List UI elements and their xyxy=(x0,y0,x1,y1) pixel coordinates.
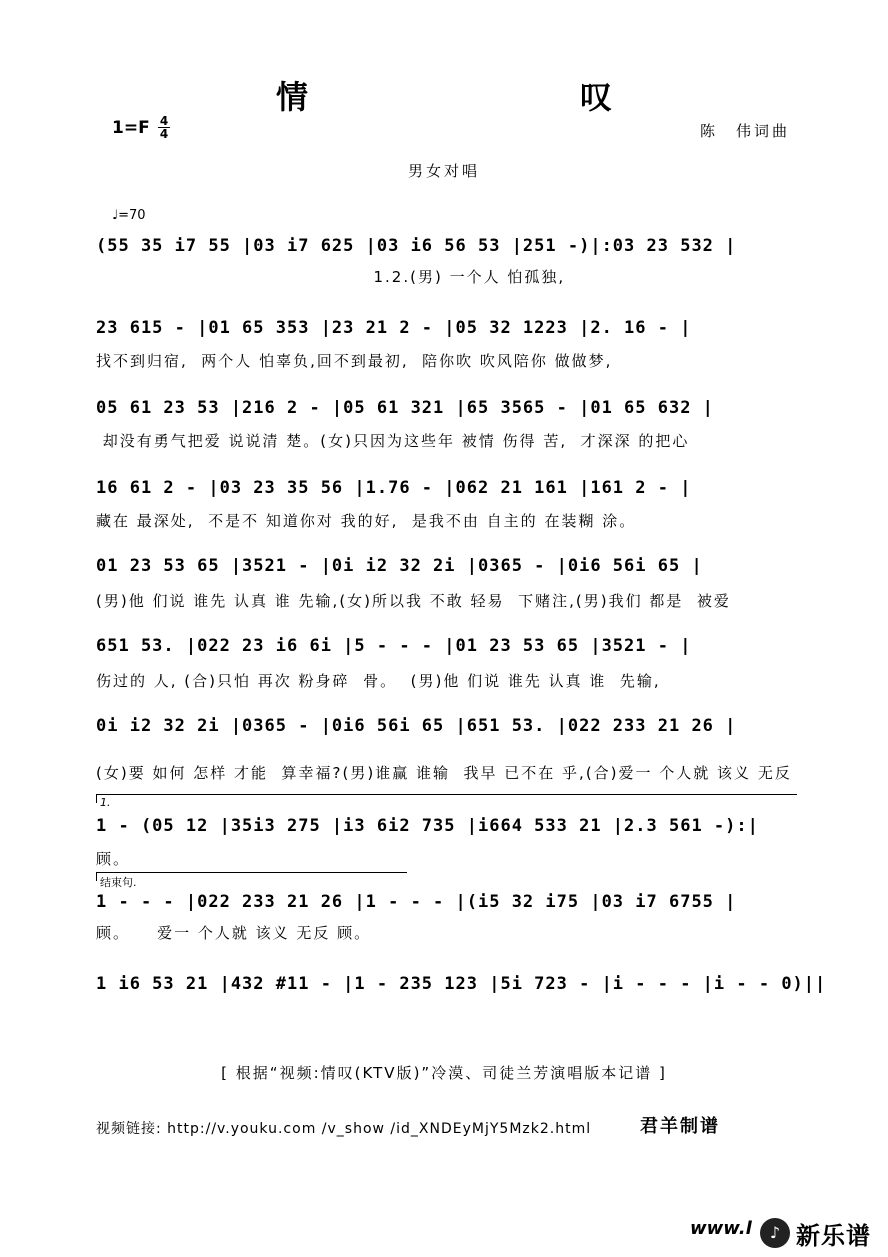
notation-line-1: (55 35 i7 55 |03 i7 625 |03 i6 56 53 |251 -)|:03 23 532 | xyxy=(96,236,737,256)
lyrics-line-7: (女)要 如何 怎样 才能 算幸福?(男)谁赢 谁输 我早 已不在 乎,(合)爱一 个人就 该义 无反 xyxy=(96,764,792,782)
video-link-label: 视频链接: xyxy=(96,1121,162,1137)
key-signature: 1=F xyxy=(112,118,150,138)
music-note-icon: ♪ xyxy=(760,1218,790,1248)
time-signature xyxy=(158,115,170,140)
notation-line-2: 23 615 - |01 65 353 |23 21 2 - |05 32 1223 |2. 16 - | xyxy=(96,318,692,338)
volta-bracket-1 xyxy=(96,794,797,803)
source-note: [ 根据“视频:情叹(KTV版)”冷漠、司徒兰芳演唱版本记谱 ] xyxy=(221,1064,667,1082)
notation-line-6: 651 53. |022 23 i6 6i |5 - - - |01 23 53 65 |3521 - | xyxy=(96,636,692,656)
song-title: 情 叹 xyxy=(275,78,732,116)
video-link xyxy=(96,1118,591,1138)
song-subtitle: 男女对唱 xyxy=(407,162,480,180)
notation-line-7: 0i i2 32 2i |0365 - |0i6 56i 65 |651 53. |022 233 21 26 | xyxy=(96,716,737,736)
notation-line-4: 16 61 2 - |03 23 35 56 |1.76 - |062 21 161 |161 2 - | xyxy=(96,478,692,498)
notation-line-8: 1 - (05 12 |35i3 275 |i3 6i2 735 |i664 533 21 |2.3 561 -):| xyxy=(96,816,759,836)
volta-label-1: 1. xyxy=(100,796,111,809)
lyrics-line-4: 藏在 最深处, 不是不 知道你对 我的好, 是我不由 自主的 在装糊 涂。 xyxy=(96,512,637,530)
notation-line-3: 05 61 23 53 |216 2 - |05 61 321 |65 3565 - |01 65 632 | xyxy=(96,398,714,418)
composer-credit: 陈 伟词曲 xyxy=(700,122,791,140)
lyrics-line-1: 1.2.(男) 一个人 怕孤独, xyxy=(96,268,566,286)
volta-label-final: 结束句. xyxy=(100,876,137,889)
notation-line-5: 01 23 53 65 |3521 - |0i i2 32 2i |0365 - |0i6 56i 65 | xyxy=(96,556,703,576)
transcriber-signature: 君羊制谱 xyxy=(640,1116,720,1137)
lyrics-line-6: 伤过的 人, (合)只怕 再次 粉身碎 骨。 (男)他 们说 谁先 认真 谁 先输, xyxy=(96,672,661,690)
lyrics-line-9: 顾。 爱一 个人就 该义 无反 顾。 xyxy=(96,924,372,942)
video-link-url[interactable]: http://v.youku.com /v_show /id_XNDEyMjY5Mzk2.html xyxy=(167,1121,592,1137)
time-signature-bottom: 4 xyxy=(159,127,169,141)
lyrics-line-5: (男)他 们说 谁先 认真 谁 先输,(女)所以我 不敢 轻易 下赌注,(男)我们 都是 被爱 xyxy=(96,592,731,610)
site-url[interactable]: www.l xyxy=(690,1218,752,1239)
lyrics-line-2: 找不到归宿, 两个人 怕辜负,回不到最初, 陪你吹 吹风陪你 做做梦, xyxy=(96,352,613,370)
volta-bracket-final xyxy=(96,872,407,881)
time-signature-top: 4 xyxy=(159,114,169,128)
lyrics-line-8: 顾。 xyxy=(96,850,131,868)
lyrics-line-3: 却没有勇气把爱 说说清 楚。(女)只因为这些年 被情 伤得 苦, 才深深 的把心 xyxy=(96,432,690,450)
tempo-marking: ♩=70 xyxy=(112,208,146,223)
notation-line-9: 1 - - - |022 233 21 26 |1 - - - |(i5 32 i75 |03 i7 6755 | xyxy=(96,892,737,912)
site-logo-text[interactable]: 新乐谱 xyxy=(796,1222,871,1250)
notation-line-10: 1 i6 53 21 |432 #11 - |1 - 235 123 |5i 723 - |i - - - |i - - 0)|| xyxy=(96,974,827,994)
